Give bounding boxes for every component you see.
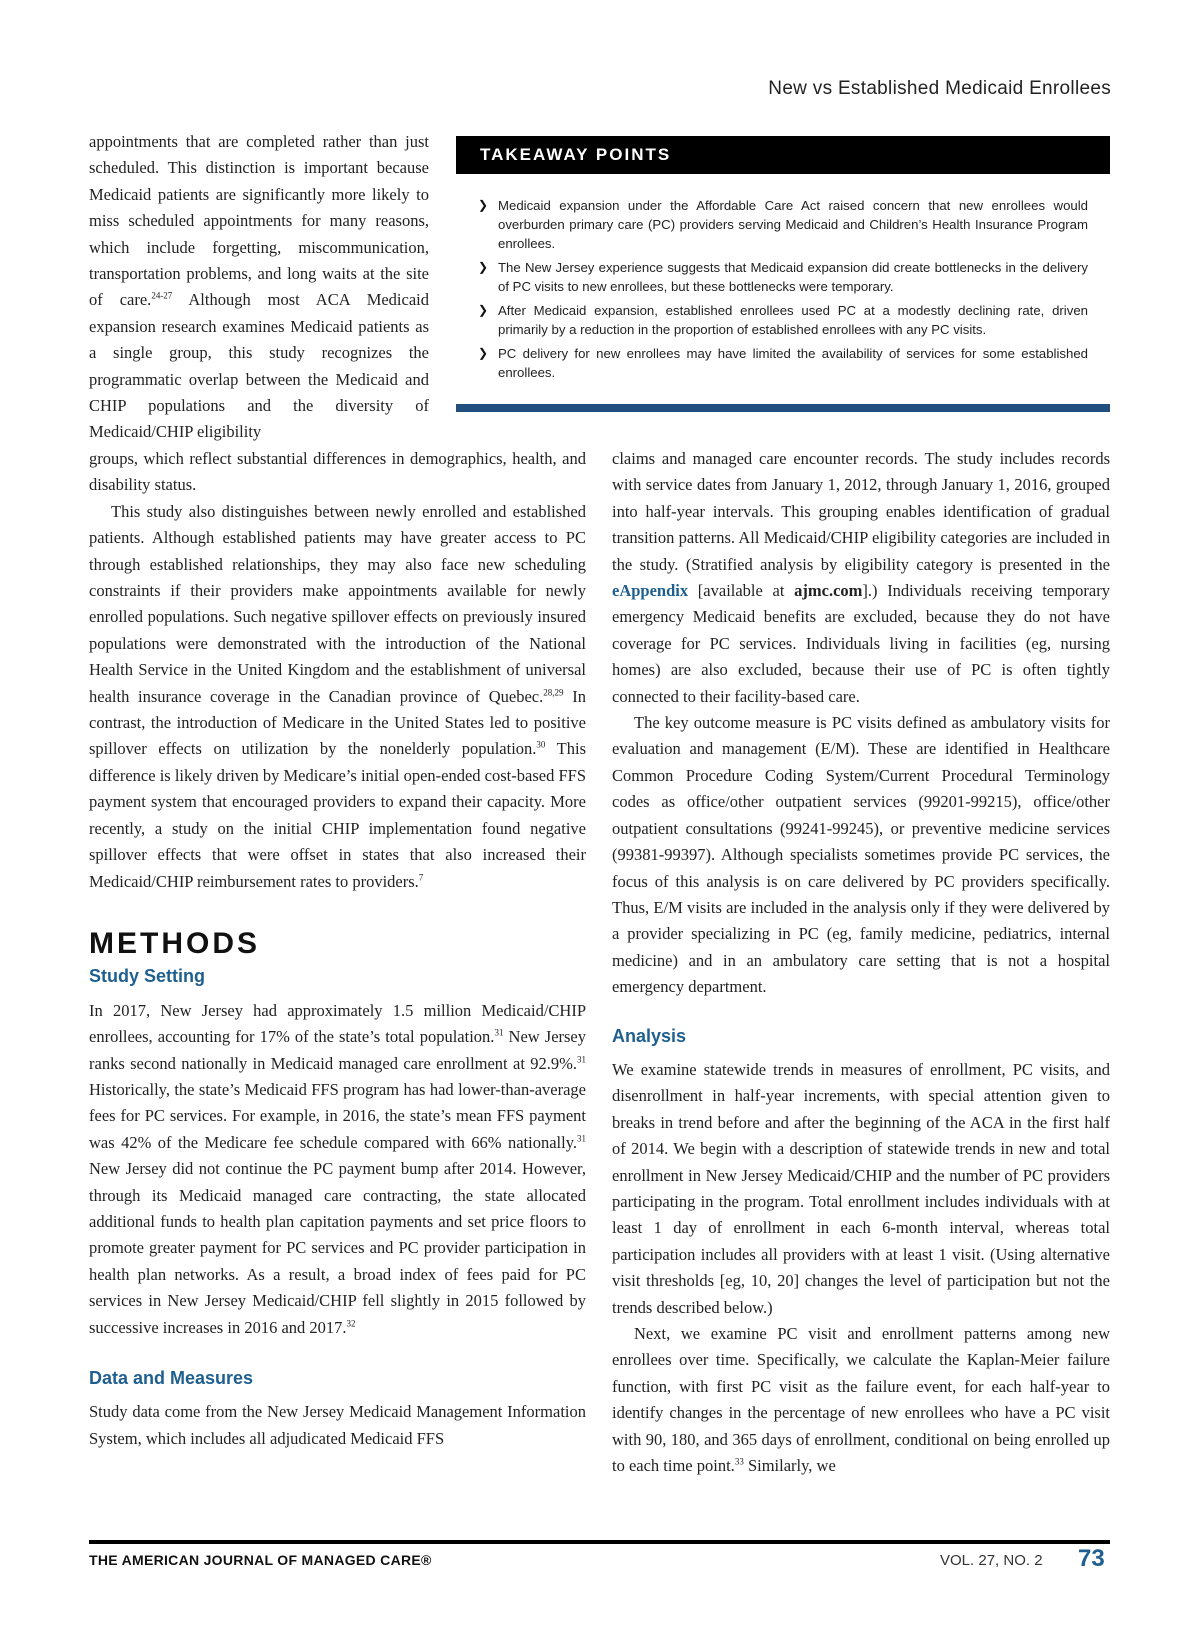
takeaway-point: ❯ After Medicaid expansion, established enrollees used PC at a modestly declining rate, driven primarily by a reduction in the proportion of established enrollees with any PC visits.	[478, 303, 1088, 337]
citation: 31	[577, 1054, 586, 1065]
left-narrow-column	[89, 129, 429, 446]
analysis-heading: Analysis	[612, 1025, 687, 1046]
paragraph: We examine statewide trends in measures of enrollment, PC visits, and disenrollment in half-year increments, with special attention given to breaks in trend before and after the beginning of the ACA in the first half of 2014. We begin with a description of statewide trends in new and total enrollment in New Jersey Medicaid/CHIP and the number of PC providers participating in the program. Total enrollment includes individuals with at least 1 day of enrollment in each 6-month interval, whereas total participation includes all providers with at least 1 visit. (Using alternative visit thresholds [eg, 10, 20] changes the level of participation but not the trends described below.)	[612, 1059, 1110, 1317]
footer-rule	[89, 1540, 1110, 1544]
paragraph: claims and managed care encounter records. The study includes records with service dates from January 1, 2012, through January 1, 2016, grouped into half-year intervals. This grouping enables identification of gradual transition patterns. All Medicaid/CHIP eligibility categories are included in the study. (Stratified analysis by eligibility category is presented in the eAppendix [available at ajmc.com].) Individuals receiving temporary emergency Medicaid benefits are excluded, because they do not have coverage for PC services. Individuals living in facilities (eg, nursing homes) are also excluded, because their use of PC is often tightly connected to their facility-based care.	[612, 449, 1110, 706]
citation: 28,29	[543, 687, 564, 698]
paragraph: This study also distinguishes between newly enrolled and established patients. Although established patients may have greater access to PC through established relationships, they may also face new scheduling constraints if their providers make appointments available for newly enrolled populations. Such negative spillover effects on previously insured populations were demonstrated with the introduction of the National Health Service in the United Kingdom and the establishment of universal health insurance coverage in the Canadian province of Quebec.$^{28,29}$ In contrast, the introduction of Medicare in the United States led to positive spillover effects on utilization by the nonelderly population.$^{30}$ This difference is likely driven by Medicare’s initial open-ended cost-based FFS payment system that encouraged providers to expand their capacity. More recently, a study on the initial CHIP implementation found negative spillover effects that were offset in states that also increased their Medicaid/CHIP reimbursement rates to providers.$^7$	[89, 501, 586, 891]
methods-heading: METHODS	[89, 926, 260, 960]
citation: 31	[494, 1027, 504, 1038]
paragraph: Study data come from the New Jersey Medicaid Management Information System, which includes all adjudicated Medicaid FFS	[89, 1402, 586, 1448]
paragraph: appointments that are completed rather than just scheduled. This distinction is important because Medicaid patients are significantly more likely to miss scheduled appointments for many reasons, which include forgetting, miscommunication, transportation problems, and long waits at the site of care.$^{24-27}$ Although most ACA Medicaid expansion research examines Medicaid patients as a single group, this study recognizes the programmatic overlap between the Medicaid and CHIP populations and the diversity of Medicaid/CHIP eligibility	[89, 132, 430, 442]
takeaway-title: TAKEAWAY POINTS	[456, 136, 1110, 174]
chevron-right-icon: ❯	[478, 346, 489, 360]
paragraph: groups, which reflect substantial differences in demographics, health, and disability status.	[89, 449, 586, 495]
eappendix-link[interactable]: eAppendix	[612, 581, 689, 601]
takeaway-list	[456, 196, 1110, 382]
chevron-right-icon: ❯	[478, 303, 489, 317]
citation: 24-27	[151, 290, 173, 301]
paragraph: The key outcome measure is PC visits defined as ambulatory visits for evaluation and management (E/M). These are identified in Healthcare Common Procedure Coding System/Current Procedural Terminology codes as office/other outpatient services (99201-99215), office/other outpatient consultations (99241-99245), or preventive medicine services (99381-99397). Although specialists sometimes provide PC services, the focus of this analysis is on care delivered by PC providers specifically. Thus, E/M visits are included in the analysis only if they were delivered by a provider specializing in PC (eg, family medicine, pediatrics, internal medicine) and in an ambulatory care setting that is not a hospital emergency department.	[612, 713, 1110, 997]
ajmc-link[interactable]: ajmc.com	[794, 581, 863, 601]
citation: 31	[577, 1133, 586, 1144]
study-setting-heading: Study Setting	[89, 966, 205, 987]
data-measures-heading: Data and Measures	[89, 1368, 254, 1388]
takeaway-bottom-rule	[456, 404, 1110, 412]
chevron-right-icon: ❯	[478, 260, 489, 274]
left-column	[89, 446, 586, 1452]
page-number: 73	[1078, 1545, 1105, 1572]
paragraph: Next, we examine PC visit and enrollment patterns among new enrollees over time. Specifically, we calculate the Kaplan-Meier failure function, with first PC visit as the failure event, for each half-year to identify changes in the percentage of new enrollees who have a PC visit with 90, 180, and 365 days of enrollment, conditional on being enrolled up to each time point.$^{33}$ Similarly, we	[612, 1324, 1110, 1476]
paragraph: In 2017, New Jersey had approximately 1.5 million Medicaid/CHIP enrollees, accounting for 17% of the state’s total population.$^{31}$ New Jersey ranks second nationally in Medicaid managed care enrollment at 92.9%.$^{31}$ Historically, the state’s Medicaid FFS program has had lower-than-average fees for PC services. For example, in 2016, the state’s mean FFS payment was 42% of the Medicare fee schedule compared with 66% nationally.$^{31}$ New Jersey did not continue the PC payment bump after 2014. However, through its Medicaid managed care contracting, the state allocated additional funds to health plan capitation payments and set price floors to promote greater payment for PC services and PC provider participation in health plan networks. As a result, a broad index of fees paid for PC services in New Jersey Medicaid/CHIP fell slightly in 2015 followed by successive increases in 2016 and 2017.32	[89, 1000, 587, 1337]
citation: 32	[346, 1318, 356, 1329]
journal-name: THE AMERICAN JOURNAL OF MANAGED CARE®	[89, 1552, 432, 1568]
takeaway-point: ❯ The New Jersey experience suggests that Medicaid expansion did create bottlenecks in the delivery of PC visits to new enrollees, but these bottlenecks were temporary.	[478, 260, 1088, 294]
chevron-right-icon: ❯	[478, 198, 489, 212]
citation: 33	[734, 1456, 744, 1467]
running-title: New vs Established Medicaid Enrollees	[768, 78, 1111, 99]
volume-issue: VOL. 27, NO. 2	[940, 1552, 1043, 1569]
takeaway-box	[456, 136, 1110, 387]
citation: 30	[536, 739, 546, 750]
right-column	[612, 446, 1110, 1479]
takeaway-point: ❯ PC delivery for new enrollees may have limited the availability of services for some established enrollees.	[478, 346, 1088, 380]
citation: 7	[418, 872, 424, 882]
takeaway-point: ❯ Medicaid expansion under the Affordable Care Act raised concern that new enrollees would overburden primary care (PC) providers serving Medicaid and Children’s Health Insurance Program enrollees.	[478, 198, 1088, 251]
